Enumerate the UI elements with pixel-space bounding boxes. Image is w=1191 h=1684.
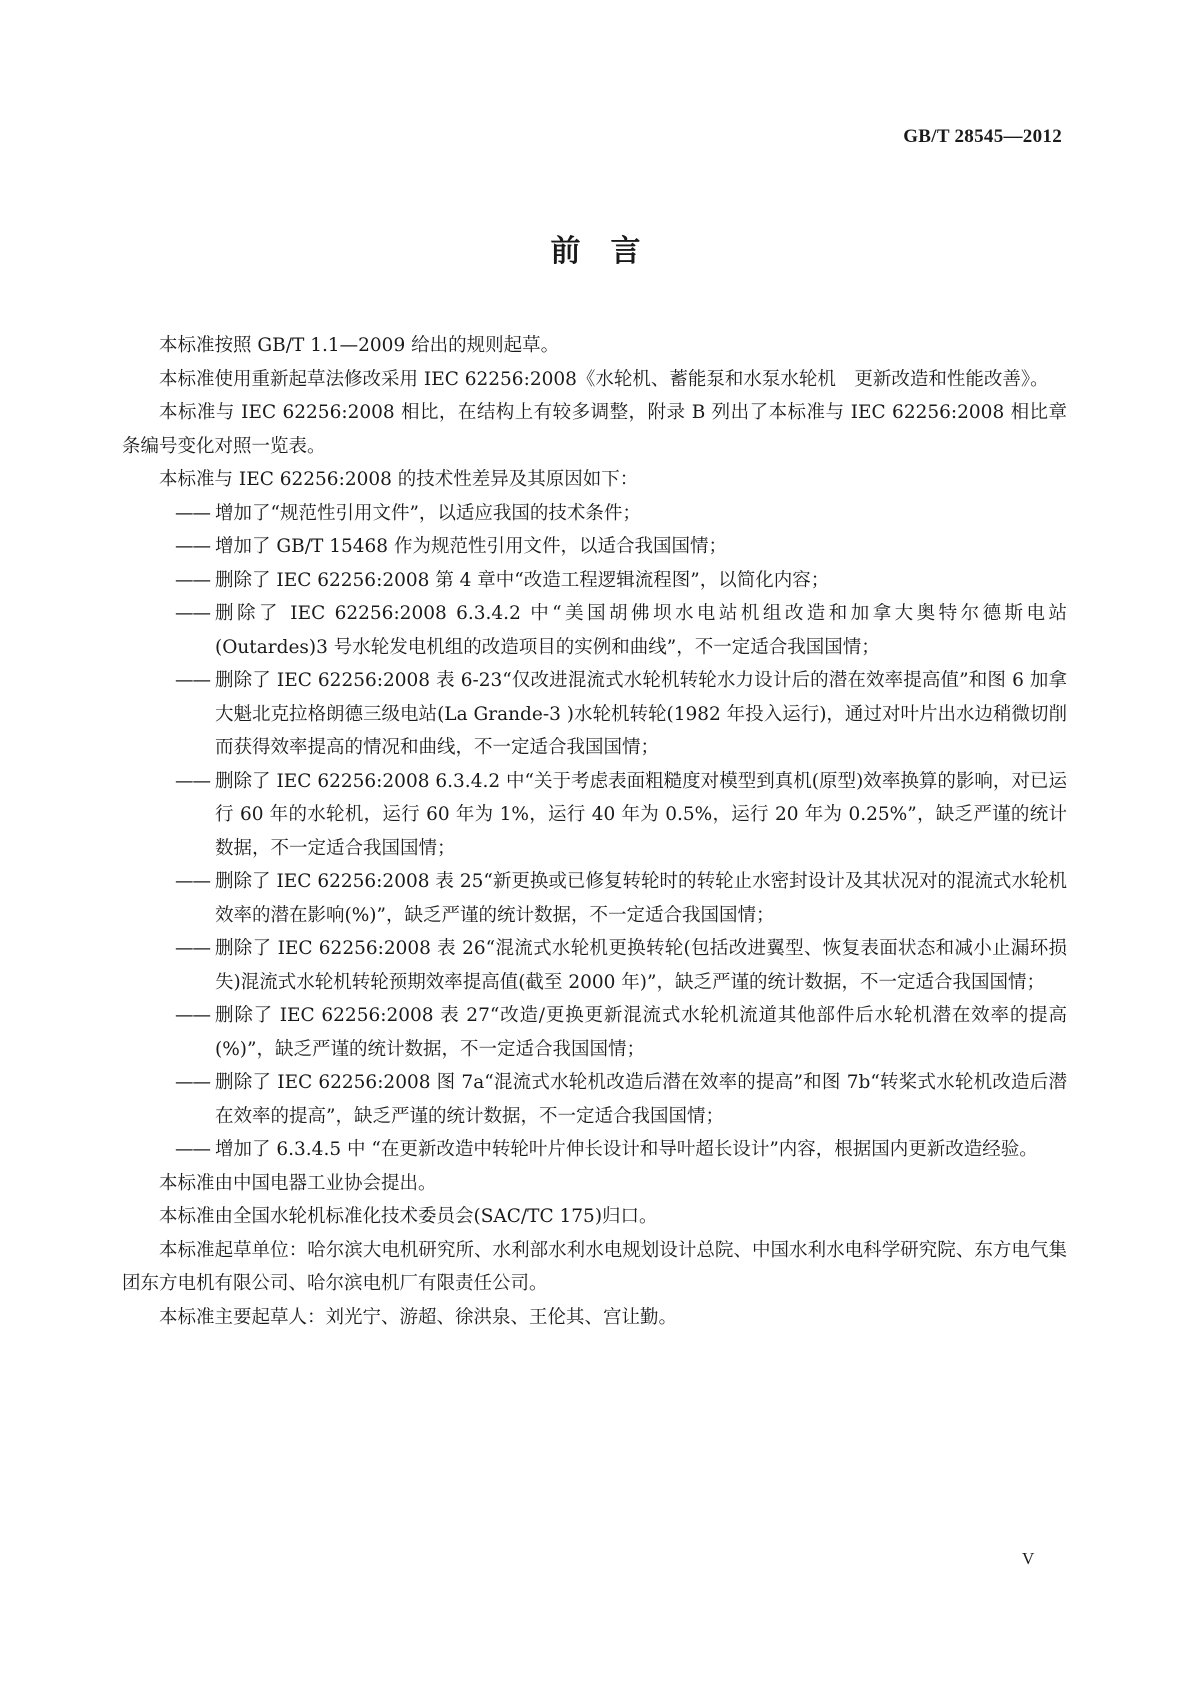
paragraph-adoption-method: 本标准使用重新起草法修改采用 IEC 62256:2008《水轮机、蓄能泵和水泵水轮机 更新改造和性能改善》。 — [159, 368, 1049, 390]
difference-text: 删除了 IEC 62256:2008 6.3.4.2 中“美国胡佛坝水电站机组改造和加拿大奥特尔德斯电站(Outardes)3 号水轮发电机组的改造项目的实例和曲线”，不一定适合我国国情； — [215, 603, 1067, 658]
difference-text: 删除了 IEC 62256:2008 表 25“新更换或已修复转轮时的转轮止水密封设计及其状况对的混流式水轮机效率的潜在影响(%)”，缺乏严谨的统计数据，不一定适合我国国情； — [215, 871, 1067, 926]
difference-text: 删除了 IEC 62256:2008 第 4 章中“改造工程逻辑流程图”，以简化内容； — [215, 569, 830, 591]
dash-marker: —— — [175, 603, 210, 624]
paragraph-structure-changes: 本标准与 IEC 62256:2008 相比，在结构上有较多调整，附录 B 列出了本标准与 IEC 62256:2008 相比章条编号变化对照一览表。 — [122, 402, 1067, 457]
paragraph-technical-differences: 本标准与 IEC 62256:2008 的技术性差异及其原因如下： — [159, 469, 639, 490]
difference-item — [122, 564, 1067, 598]
dash-marker: —— — [175, 502, 210, 524]
difference-text: 删除了 IEC 62256:2008 表 27“改造/更换更新混流式水轮机流道其他部件后水轮机潜在效率的提高(%)”，缺乏严谨的统计数据，不一定适合我国国情； — [215, 1005, 1067, 1060]
dash-marker: —— — [175, 569, 210, 591]
difference-text: 删除了 IEC 62256:2008 表 6-23“仅改进混流式水轮机转轮水力设计后的潜在效率提高值”和图 6 加拿大魁北克拉格朗德三级电站(La Grande-3 )水轮机转轮(1982 年投入运行)，通过对叶片出水边稍微切削而获得效率提高的情况和曲线，不一定适合我国国情； — [215, 670, 1067, 758]
difference-item — [122, 597, 1067, 664]
difference-item — [122, 664, 1067, 765]
difference-item — [122, 865, 1067, 932]
difference-text: 删除了 IEC 62256:2008 6.3.4.2 中“关于考虑表面粗糙度对模型到真机(原型)效率换算的影响，对已运行 60 年的水轮机，运行 60 年为 1%，运行 40 年为 0.5%，运行 20 年为 0.25%”，缺乏严谨的统计数据，不一定适合我国国情； — [215, 770, 1067, 859]
page-number: V — [1022, 1549, 1035, 1568]
difference-item — [122, 765, 1067, 866]
document-body — [122, 329, 1067, 1334]
dash-marker: —— — [175, 536, 210, 557]
paragraph-proposer: 本标准由中国电器工业协会提出。 — [159, 1172, 437, 1194]
dash-marker: —— — [175, 770, 210, 792]
dash-marker: —— — [175, 938, 210, 959]
difference-text: 增加了 GB/T 15468 作为规范性引用文件，以适合我国国情； — [215, 536, 727, 557]
difference-item — [122, 1066, 1067, 1133]
standard-code: GB/T 28545—2012 — [903, 126, 1062, 147]
difference-text: 增加了“规范性引用文件”，以适应我国的技术条件； — [215, 502, 641, 524]
difference-item — [122, 530, 1067, 564]
difference-item — [122, 1133, 1067, 1167]
dash-marker: —— — [175, 1139, 210, 1160]
paragraph-main-drafters: 本标准主要起草人：刘光宁、游超、徐洪泉、王伦其、宫让勤。 — [159, 1306, 678, 1328]
paragraph-responsible-committee: 本标准由全国水轮机标准化技术委员会(SAC/TC 175)归口。 — [159, 1206, 658, 1227]
difference-item — [122, 999, 1067, 1066]
page-title: 前言 — [550, 234, 671, 269]
dash-marker: —— — [175, 1072, 210, 1093]
difference-text: 增加了 6.3.4.5 中 “在更新改造中转轮叶片伸长设计和导叶超长设计”内容，根据国内更新改造经验。 — [215, 1139, 1038, 1160]
difference-item — [122, 497, 1067, 531]
dash-marker: —— — [175, 1005, 210, 1026]
difference-text: 删除了 IEC 62256:2008 表 26“混流式水轮机更换转轮(包括改进翼型、恢复表面状态和减小止漏环损失)混流式水轮机转轮预期效率提高值(截至 2000 年)”，缺乏严谨的统计数据，不一定适合我国国情； — [215, 938, 1067, 993]
dash-marker: —— — [175, 670, 210, 691]
paragraph-drafting-rules: 本标准按照 GB/T 1.1—2009 给出的规则起草。 — [159, 335, 560, 356]
difference-item — [122, 932, 1067, 999]
paragraph-drafting-units: 本标准起草单位：哈尔滨大电机研究所、水利部水利水电规划设计总院、中国水利水电科学研究院、东方电气集团东方电机有限公司、哈尔滨电机厂有限责任公司。 — [122, 1239, 1067, 1294]
difference-text: 删除了 IEC 62256:2008 图 7a“混流式水轮机改造后潜在效率的提高”和图 7b“转桨式水轮机改造后潜在效率的提高”，缺乏严谨的统计数据，不一定适合我国国情； — [215, 1072, 1067, 1127]
dash-marker: —— — [175, 871, 210, 892]
